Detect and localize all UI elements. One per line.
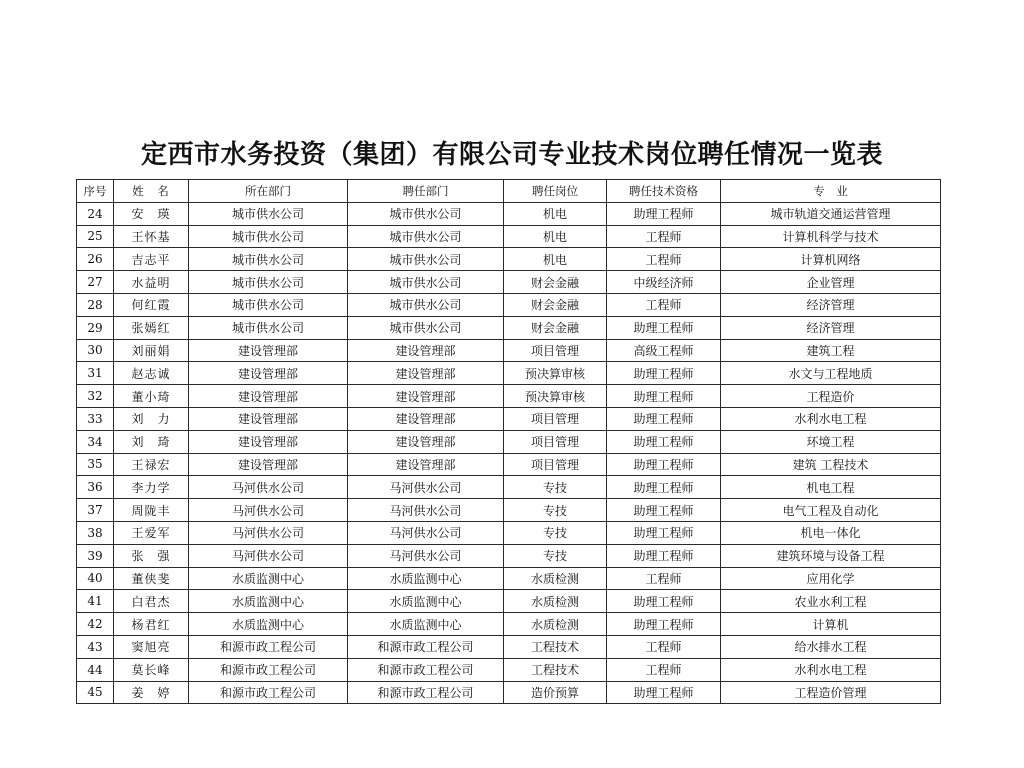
cell-major: 计算机网络 [721,248,941,271]
cell-position: 专技 [504,499,607,522]
cell-appointing-department: 马河供水公司 [348,499,504,522]
cell-name: 吉志平 [114,248,189,271]
cell-qualification: 助理工程师 [607,453,721,476]
cell-name: 安 瑛 [114,202,189,225]
cell-name: 水益明 [114,271,189,294]
table-row [77,521,941,544]
cell-name: 莫长峰 [114,658,189,681]
cell-position: 财会金融 [504,271,607,294]
cell-position: 专技 [504,476,607,499]
cell-qualification: 助理工程师 [607,476,721,499]
cell-name: 姜 婷 [114,681,189,704]
cell-qualification: 助理工程师 [607,681,721,704]
cell-major: 经济管理 [721,293,941,316]
cell-department: 和源市政工程公司 [189,635,348,658]
table-row [77,567,941,590]
cell-qualification: 助理工程师 [607,544,721,567]
cell-appointing-department: 和源市政工程公司 [348,681,504,704]
cell-department: 城市供水公司 [189,271,348,294]
cell-appointing-department: 城市供水公司 [348,271,504,294]
table-row [77,681,941,704]
cell-major: 计算机 [721,613,941,636]
table-row [77,476,941,499]
cell-position: 机电 [504,248,607,271]
appointment-table [76,179,941,704]
table-header-row [77,180,941,203]
cell-position: 财会金融 [504,293,607,316]
cell-major: 农业水利工程 [721,590,941,613]
cell-index: 27 [77,271,114,294]
cell-department: 建设管理部 [189,407,348,430]
cell-major: 电气工程及自动化 [721,499,941,522]
cell-name: 王爱军 [114,521,189,544]
cell-qualification: 工程师 [607,293,721,316]
cell-position: 专技 [504,521,607,544]
cell-position: 财会金融 [504,316,607,339]
cell-qualification: 工程师 [607,635,721,658]
cell-department: 水质监测中心 [189,590,348,613]
cell-qualification: 中级经济师 [607,271,721,294]
cell-index: 28 [77,293,114,316]
table-row [77,225,941,248]
cell-index: 43 [77,635,114,658]
cell-name: 李力学 [114,476,189,499]
cell-qualification: 工程师 [607,658,721,681]
cell-major: 环境工程 [721,430,941,453]
cell-qualification: 工程师 [607,567,721,590]
cell-name: 何红霞 [114,293,189,316]
cell-position: 项目管理 [504,430,607,453]
cell-name: 董侠斐 [114,567,189,590]
cell-appointing-department: 马河供水公司 [348,521,504,544]
cell-qualification: 助理工程师 [607,385,721,408]
cell-appointing-department: 马河供水公司 [348,476,504,499]
cell-qualification: 助理工程师 [607,407,721,430]
cell-position: 水质检测 [504,590,607,613]
header-qualification: 聘任技术资格 [607,180,721,203]
header-major: 专 业 [721,180,941,203]
header-department: 所在部门 [189,180,348,203]
cell-index: 33 [77,407,114,430]
table-row [77,635,941,658]
cell-position: 水质检测 [504,613,607,636]
table-row [77,544,941,567]
cell-department: 水质监测中心 [189,567,348,590]
cell-position: 项目管理 [504,339,607,362]
cell-major: 企业管理 [721,271,941,294]
cell-name: 刘 琦 [114,430,189,453]
cell-position: 预决算审核 [504,385,607,408]
cell-position: 机电 [504,225,607,248]
cell-department: 马河供水公司 [189,544,348,567]
table-row [77,453,941,476]
cell-position: 机电 [504,202,607,225]
table-row [77,339,941,362]
cell-qualification: 工程师 [607,248,721,271]
cell-appointing-department: 城市供水公司 [348,293,504,316]
cell-appointing-department: 马河供水公司 [348,544,504,567]
cell-major: 经济管理 [721,316,941,339]
cell-name: 刘丽娟 [114,339,189,362]
cell-qualification: 助理工程师 [607,430,721,453]
cell-position: 预决算审核 [504,362,607,385]
table-row [77,271,941,294]
cell-major: 工程造价管理 [721,681,941,704]
header-index: 序号 [77,180,114,203]
cell-appointing-department: 和源市政工程公司 [348,658,504,681]
cell-appointing-department: 建设管理部 [348,339,504,362]
cell-position: 水质检测 [504,567,607,590]
table-row [77,499,941,522]
cell-index: 40 [77,567,114,590]
cell-name: 杨君红 [114,613,189,636]
table-row [77,430,941,453]
cell-name: 刘 力 [114,407,189,430]
cell-position: 项目管理 [504,453,607,476]
cell-department: 建设管理部 [189,339,348,362]
cell-major: 机电一体化 [721,521,941,544]
cell-qualification: 助理工程师 [607,613,721,636]
cell-major: 建筑 工程技术 [721,453,941,476]
cell-name: 王怀基 [114,225,189,248]
cell-department: 马河供水公司 [189,521,348,544]
cell-index: 29 [77,316,114,339]
cell-appointing-department: 建设管理部 [348,385,504,408]
cell-department: 城市供水公司 [189,202,348,225]
cell-index: 37 [77,499,114,522]
cell-index: 30 [77,339,114,362]
cell-department: 建设管理部 [189,362,348,385]
cell-index: 35 [77,453,114,476]
cell-major: 给水排水工程 [721,635,941,658]
cell-index: 32 [77,385,114,408]
cell-index: 44 [77,658,114,681]
cell-qualification: 助理工程师 [607,362,721,385]
table-row [77,590,941,613]
table-body [77,202,941,704]
table-row [77,316,941,339]
cell-department: 水质监测中心 [189,613,348,636]
cell-name: 窦旭亮 [114,635,189,658]
document-title: 定西市水务投资（集团）有限公司专业技术岗位聘任情况一览表 [140,140,883,170]
cell-index: 26 [77,248,114,271]
cell-major: 建筑环境与设备工程 [721,544,941,567]
cell-index: 31 [77,362,114,385]
cell-qualification: 助理工程师 [607,590,721,613]
cell-qualification: 工程师 [607,225,721,248]
cell-position: 专技 [504,544,607,567]
cell-department: 和源市政工程公司 [189,658,348,681]
cell-major: 机电工程 [721,476,941,499]
cell-index: 34 [77,430,114,453]
cell-appointing-department: 城市供水公司 [348,202,504,225]
cell-appointing-department: 建设管理部 [348,407,504,430]
cell-department: 马河供水公司 [189,476,348,499]
cell-department: 城市供水公司 [189,248,348,271]
cell-department: 城市供水公司 [189,293,348,316]
header-position: 聘任岗位 [504,180,607,203]
table-row [77,202,941,225]
cell-index: 36 [77,476,114,499]
cell-appointing-department: 和源市政工程公司 [348,635,504,658]
cell-qualification: 助理工程师 [607,521,721,544]
cell-appointing-department: 水质监测中心 [348,613,504,636]
cell-appointing-department: 城市供水公司 [348,316,504,339]
table-row [77,407,941,430]
cell-appointing-department: 城市供水公司 [348,225,504,248]
cell-department: 建设管理部 [189,453,348,476]
cell-name: 白君杰 [114,590,189,613]
cell-major: 应用化学 [721,567,941,590]
cell-name: 董小琦 [114,385,189,408]
cell-index: 24 [77,202,114,225]
cell-name: 周陇丰 [114,499,189,522]
cell-department: 马河供水公司 [189,499,348,522]
cell-qualification: 助理工程师 [607,202,721,225]
cell-department: 和源市政工程公司 [189,681,348,704]
header-name: 姓 名 [114,180,189,203]
cell-appointing-department: 水质监测中心 [348,590,504,613]
cell-department: 城市供水公司 [189,316,348,339]
cell-department: 建设管理部 [189,430,348,453]
cell-position: 项目管理 [504,407,607,430]
cell-major: 水文与工程地质 [721,362,941,385]
cell-index: 41 [77,590,114,613]
cell-position: 工程技术 [504,658,607,681]
table-row [77,658,941,681]
cell-position: 工程技术 [504,635,607,658]
table-row [77,385,941,408]
cell-appointing-department: 建设管理部 [348,430,504,453]
cell-name: 赵志诚 [114,362,189,385]
cell-index: 25 [77,225,114,248]
table-row [77,248,941,271]
cell-name: 张 强 [114,544,189,567]
cell-appointing-department: 城市供水公司 [348,248,504,271]
cell-major: 计算机科学与技术 [721,225,941,248]
cell-major: 工程造价 [721,385,941,408]
cell-major: 建筑工程 [721,339,941,362]
cell-department: 建设管理部 [189,385,348,408]
cell-index: 45 [77,681,114,704]
table-row [77,362,941,385]
table-row [77,613,941,636]
cell-appointing-department: 水质监测中心 [348,567,504,590]
cell-appointing-department: 建设管理部 [348,453,504,476]
cell-index: 38 [77,521,114,544]
cell-name: 王禄宏 [114,453,189,476]
cell-major: 城市轨道交通运营管理 [721,202,941,225]
cell-name: 张嫣红 [114,316,189,339]
cell-qualification: 高级工程师 [607,339,721,362]
cell-qualification: 助理工程师 [607,499,721,522]
cell-major: 水利水电工程 [721,658,941,681]
cell-position: 造价预算 [504,681,607,704]
cell-index: 42 [77,613,114,636]
cell-qualification: 助理工程师 [607,316,721,339]
table-row [77,293,941,316]
header-appointing-department: 聘任部门 [348,180,504,203]
cell-major: 水利水电工程 [721,407,941,430]
cell-index: 39 [77,544,114,567]
cell-appointing-department: 建设管理部 [348,362,504,385]
cell-department: 城市供水公司 [189,225,348,248]
